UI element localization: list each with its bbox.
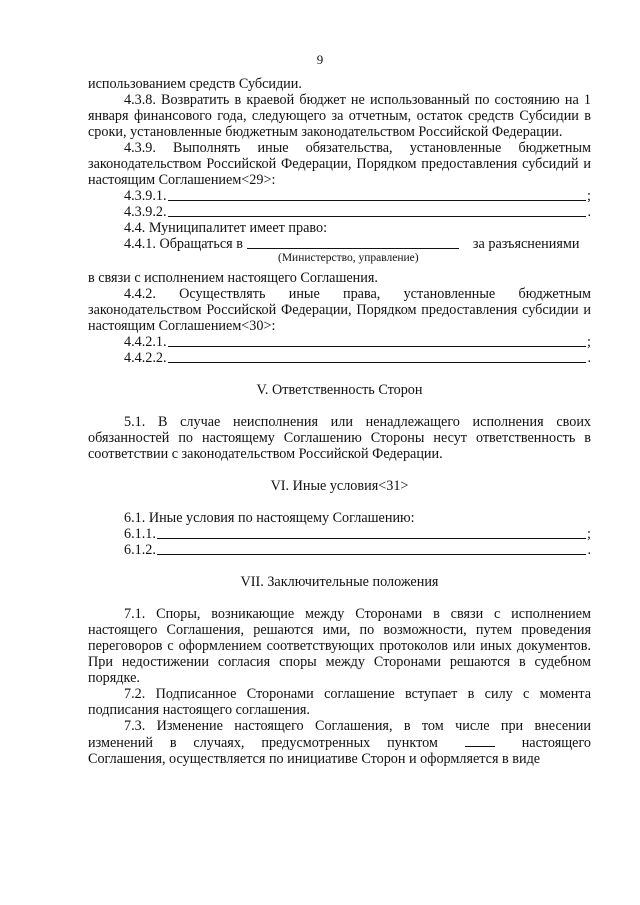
blank-line [168, 199, 586, 201]
fill-field-4-3-9-1 [88, 188, 591, 204]
field-punctuation: ; [587, 334, 591, 350]
fill-field-4-3-9-2 [88, 204, 591, 220]
spacer [88, 494, 591, 510]
field-caption: (Министерство, управление) [278, 252, 419, 264]
page-number: 9 [316, 52, 324, 67]
spacer [88, 590, 591, 606]
clause-4-3-8: 4.3.8. Возвратить в краевой бюджет не использованный по состоянию на 1 января финансового года, следующего за отчетным, остаток средств Субсидии в сроки, установленные бюджетным законодательством Российской Федерации. [88, 92, 591, 140]
spacer [88, 366, 591, 382]
field-label: 6.1.2. [124, 542, 156, 558]
spacer [88, 462, 591, 478]
spacer [88, 398, 591, 414]
clause-7-3-start: 7.3. Изменение настоящего Соглашения, в том числе при внесении изменений в случаях, предусмотренных пунктом [88, 718, 591, 751]
document-body [88, 76, 591, 767]
clause-4-4: 4.4. Муниципалитет имеет право: [124, 220, 328, 236]
fill-field-6-1-2 [88, 542, 591, 558]
clause-4-3-9: 4.3.9. Выполнять иные обязательства, установленные бюджетным законодательством Российской Федерации, Порядком предоставления субсидий и настоящим Соглашением<29>: [88, 140, 591, 188]
clause-7-3-end: настоящего Соглашения, осуществляется по инициативе Сторон и оформляется в виде [88, 735, 592, 767]
clause-7-3 [88, 718, 591, 767]
clause-4-4-1-continuation: в связи с исполнением настоящего Соглашения. [88, 270, 378, 286]
spacer [88, 558, 591, 574]
field-punctuation: . [587, 350, 591, 366]
blank-line [168, 345, 586, 347]
field-label: 4.4.2.2. [124, 350, 167, 366]
clause-5-1: 5.1. В случае неисполнения или ненадлежащего исполнения своих обязанностей по настоящему Соглашению Стороны несут ответственность в соответствии с законодательством Российской Федерации. [88, 414, 591, 462]
blank-line [168, 215, 587, 217]
field-punctuation: ; [587, 188, 591, 204]
fill-field-6-1-1 [88, 526, 591, 542]
blank-line [157, 537, 586, 539]
paragraph-continuation: использованием средств Субсидии. [88, 76, 302, 92]
field-punctuation: . [587, 542, 591, 558]
blank-line [157, 553, 587, 555]
fill-field-4-4-2-1 [88, 334, 591, 350]
field-label: 4.3.9.2. [124, 204, 167, 220]
clause-6-1: 6.1. Иные условия по настоящему Соглашению: [124, 510, 415, 526]
clause-4-4-1-end: за разъяснениями [472, 236, 580, 252]
clause-4-4-2: 4.4.2. Осуществлять иные права, установленные бюджетным законодательством Российской Федерации, Порядком предоставления субсидии и настоящим Соглашением<30>: [88, 286, 591, 334]
field-punctuation: . [587, 204, 591, 220]
section-heading-5: V. Ответственность Сторон [256, 382, 423, 398]
section-heading-7: VII. Заключительные положения [240, 574, 439, 590]
blank-line [465, 734, 495, 747]
section-heading-6: VI. Иные условия<31> [270, 478, 409, 494]
clause-4-4-1-start: 4.4.1. Обращаться в [124, 236, 243, 252]
clause-4-4-1 [88, 236, 591, 252]
field-label: 4.3.9.1. [124, 188, 167, 204]
blank-line [247, 248, 459, 249]
clause-7-2: 7.2. Подписанное Сторонами соглашение вступает в силу с момента подписания настоящего соглашения. [88, 686, 591, 718]
fill-field-4-4-2-2 [88, 350, 591, 366]
clause-7-1: 7.1. Споры, возникающие между Сторонами в связи с исполнением настоящего Соглашения, решаются ими, по возможности, путем проведения переговоров с оформлением соответствующих протоколов или иных документов. При недостижении согласия споры между Сторонами решаются в судебном порядке. [88, 606, 591, 686]
field-label: 4.4.2.1. [124, 334, 167, 350]
field-label: 6.1.1. [124, 526, 156, 542]
blank-line [168, 361, 587, 363]
field-punctuation: ; [587, 526, 591, 542]
